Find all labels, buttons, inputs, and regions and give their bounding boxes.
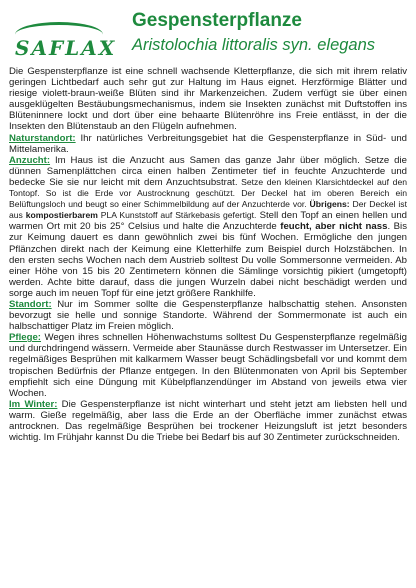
anzucht-text-small: Setze den kleinen Klarsichtdeckel auf den Tontopf. So ist die Erde vor Austrocknung geschützt. Der Deckel hat im oberen Bereich ein Belüftungsloch und beugt so einer Schimmelbildung auf der Anzuchterde vor. — [9, 176, 408, 210]
hint-text-1: Der Deckel ist aus — [9, 199, 407, 221]
pflege-text: Wegen ihres schnellen Höhenwachstums solltest Du Gespensterpflanze regelmäßig und durchdringend wässern. Vermeide aber Staunässe durch Restwasser im Untersetzer. Ein regelmäßiges Besprühen mit kalkarmem Wasser beugt Schädlingsbefall vor und kommt dem tropischen Bedürfnis der Pflanze entgegen. In den Blütenmonaten von April bis September empfiehlt sich eine Düngung mit Kübelpflanzendünger im Abstand von jeweils etwa vier Wochen. — [9, 332, 407, 399]
saflax-logo: SAFLAX — [15, 36, 117, 60]
anzucht-text-3: . Bis zur Keimung dauert es dann gewöhnlich zwei bis fünf Wochen. Ermögliche den jungen Pflänzchen direkt nach der Keimung eine Kletterhilfe zum Beispiel durch Holzstäbchen. In den ersten sechs Wochen nach dem Austrieb solltest Du volle Sommersonne vermeiden. Ab einer Höhe von 15 bis 20 Zentimetern können die Sämlinge vorsichtig pikiert (umgetopft) werden. Achte bitte darauf, dass die jungen Wurzeln dabei nicht beschädigt werden und sorge auch im neuen Topf für eine jetzt größere Rankhilfe. — [9, 221, 407, 299]
winter-section — [9, 399, 407, 443]
anzucht-text-2-bold: feucht, aber nicht nass — [280, 221, 388, 233]
anzucht-section — [9, 155, 407, 299]
hint-bold: kompostierbarem — [25, 210, 98, 221]
intro-paragraph: Die Gespensterpflanze ist eine schnell wachsende Kletterpflanze, die sich mit ihrem relativ geringen Lichtbedarf auch sehr gut zur Haltung im Haus eignet. Herzförmige Blätter und riesige violett-braun-weiße Blüten sind ihr Markenzeichen. Zudem verfügt sie über einen ausgeklügelten Bestäubungsmechanismus, indem sie Insekten zunächst mit Duftstoffen ins Blüteninnere lockt und dort über eine behaarte Blütenröhre ins Freie entlässt, in der die Insekten den Blütenstaub an den Flügeln aufnehmen. — [9, 66, 407, 133]
hint-text-2: PLA Kunststoff auf Stärkebasis gefertigt. — [97, 210, 257, 221]
naturstandort-text: Ihr natürliches Verbreitungsgebiet hat die Gespensterpflanze in Süd- und Mittelamerika. — [9, 132, 407, 155]
winter-heading: Im Winter: — [9, 398, 58, 410]
anzucht-text-2: Stell den Topf an einen hellen und warmen Ort mit 20 bis 25° Celsius und halte die Anzuchterde — [9, 210, 407, 233]
anzucht-text-1: Im Haus ist die Anzucht aus Samen das ganze Jahr über möglich. Setze die dünnen Samenplättchen circa einen halben Zentimeter tief in feuchte Anzuchterde und bedecke Sie sie nur leicht mit dem Anzuchtsubstrat. — [9, 154, 407, 188]
body-text — [9, 66, 407, 443]
hint-label: Übrigens: — [306, 199, 350, 210]
winter-text: Die Gespensterpflanze ist nicht winterhart und steht jetzt am liebsten hell und warm. Gieße regelmäßig, aber lass die Erde an der Oberfläche immer zunächst etwas antrocknen. Das regelmäßige Besprühen bei trockener Heizungsluft ist jetzt besonders wichtig. Im Frühjahr kannst Du die Triebe bei Bedarf bis auf 30 Zentimeter zurückschneiden. — [9, 398, 407, 444]
naturstandort-heading: Naturstandort: — [9, 132, 76, 144]
anzucht-heading: Anzucht: — [9, 154, 51, 166]
standort-text: Nur im Sommer sollte die Gespensterpflanze halbschattig stehen. Ansonsten bevorzugt sie helle und sonnige Standorte. Während der Sommermonate ist auch ein halbschattiger Platz im Freien möglich. — [9, 298, 407, 333]
naturstandort-section — [9, 133, 407, 155]
header — [9, 8, 407, 66]
pflege-heading: Pflege: — [9, 332, 41, 344]
botanical-name: Aristolochia littoralis syn. elegans — [132, 36, 376, 54]
standort-heading: Standort: — [9, 298, 52, 310]
pflege-section — [9, 332, 407, 399]
page-title: Gespensterpflanze — [132, 10, 302, 31]
standort-section — [9, 299, 407, 332]
